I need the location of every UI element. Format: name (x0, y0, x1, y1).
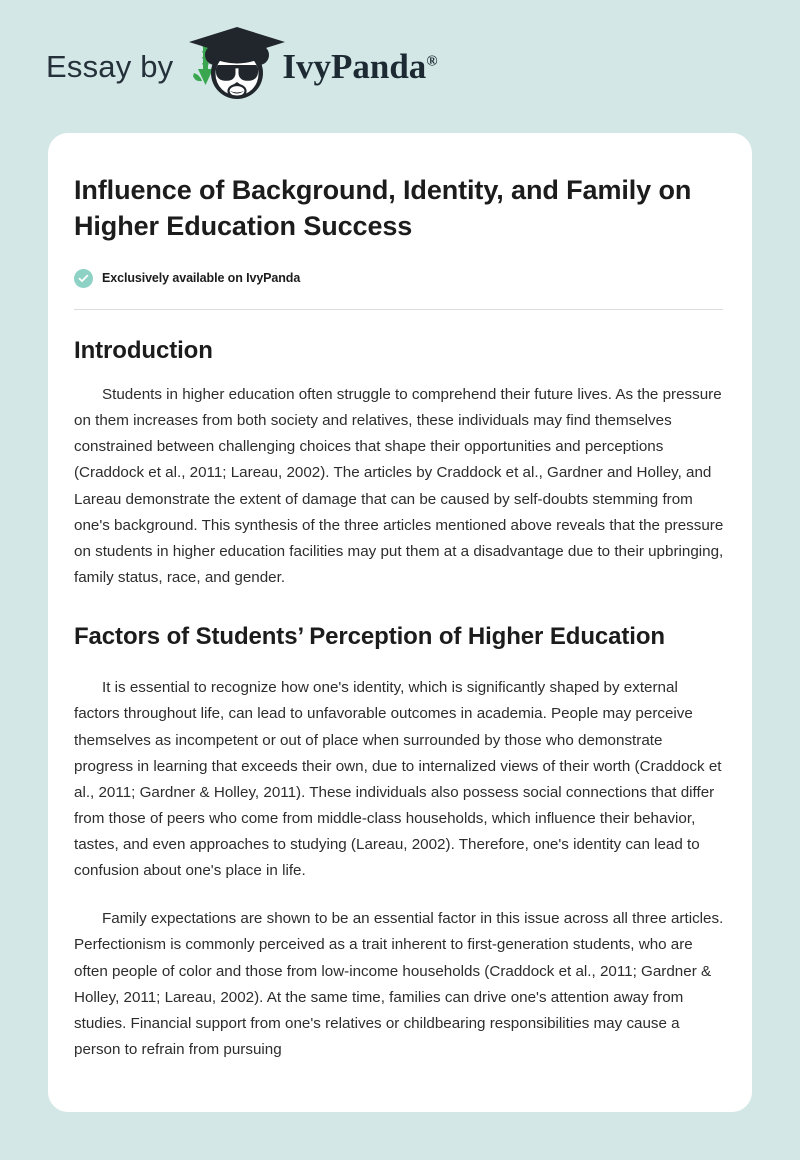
ivypanda-wordmark (282, 49, 437, 84)
essay-by-label: Essay by (46, 49, 174, 84)
paragraph: It is essential to recognize how one's identity, which is significantly shaped by external factors throughout life, can lead to unfavorable outcomes in academia. People may perceive themselves as incompetent or out of place when surrounded by those who demonstrate progress in learning that exceeds their own, due to internalized views of their worth (Craddock et al., 2011; Gardner & Holley, 2011). These individuals also possess social connections that differ from those of peers who come from middle-class households, which influence their behavior, tastes, and even approaches to studying (Lareau, 2002). Therefore, one's identity can lead to confusion about one's place in life. (74, 679, 722, 880)
paragraph: Students in higher education often struggle to comprehend their future lives. As the pressure on them increases from both society and relatives, these individuals may find themselves constrained between challenging choices that shape their opportunities and perceptions (Craddock et al., 2011; Lareau, 2002). The articles by Craddock et al., Gardner and Holley, and Lareau demonstrate the extent of damage that can be caused by self-doubts stemming from one's background. This synthesis of the three articles mentioned above reveals that the pressure on students in higher education facilities may put them at a disadvantage due to their upbringing, family status, race, and gender. (74, 385, 724, 586)
registered-mark: ® (426, 53, 438, 70)
brand-header (0, 0, 800, 133)
ivypanda-logo[interactable] (186, 31, 437, 103)
page-title: Influence of Background, Identity, and Family on Higher Education Success (74, 175, 692, 242)
section-heading-introduction: Introduction (74, 336, 213, 364)
section-heading-factors: Factors of Students’ Perception of Higher Education (74, 623, 665, 651)
wordmark-text: IvyPanda (282, 47, 427, 86)
essay-document-card (48, 133, 752, 1112)
exclusive-badge-label: Exclusively available on IvyPanda (102, 271, 301, 286)
paragraph: Family expectations are shown to be an essential factor in this issue across all three articles. Perfectionism is commonly perceived as a trait inherent to first-generation students, who are often people of color and those from low-income households (Craddock et al., 2011; Gardner & Holley, 2011; Lareau, 2002). At the same time, families can drive one's attention away from studies. Financial support from one's relatives or childbearing responsibilities may cause a person to refrain from pursuing (74, 910, 724, 1059)
exclusive-badge (74, 269, 726, 288)
panda-graduate-logo-icon (186, 31, 288, 103)
check-circle-icon (74, 269, 93, 288)
